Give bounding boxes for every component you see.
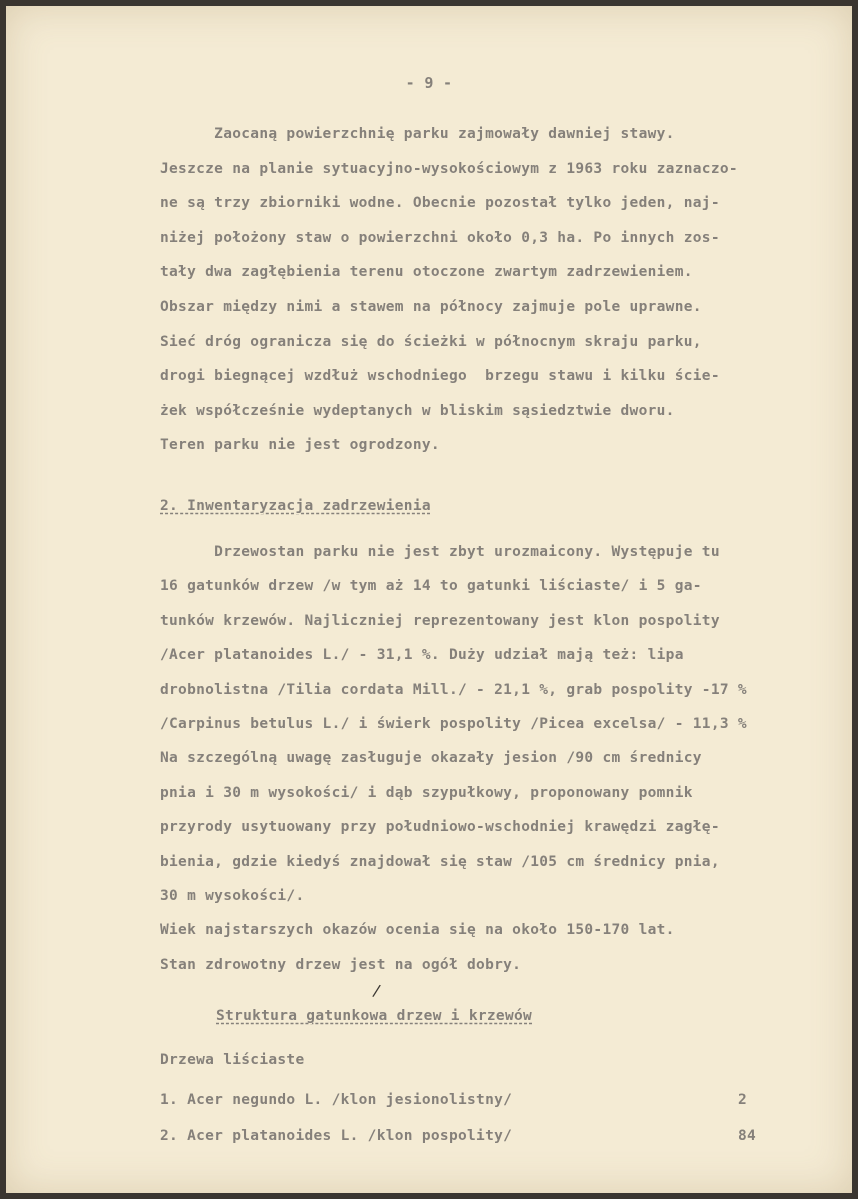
species-item-label: 2. Acer platanoides L. /klon pospolity/ (160, 1128, 513, 1144)
text-line: Sieć dróg ogranicza się do ścieżki w północnym skraju parku, (160, 333, 702, 350)
species-item-label: 1. Acer negundo L. /klon jesionolistny/ (160, 1092, 513, 1108)
document-page (6, 6, 852, 1193)
text-line: Jeszcze na planie sytuacyjno-wysokościowym z 1963 roku zaznaczo- (160, 160, 738, 177)
text-line: drobnolistna /Tilia cordata Mill./ - 21,1 %, grab pospolity -17 % (160, 681, 747, 698)
pen-mark: / (371, 980, 383, 1001)
text-line: 16 gatunków drzew /w tym aż 14 to gatunki liściaste/ i 5 ga- (160, 578, 702, 595)
section-heading-species-structure: Struktura gatunkowa drzew i krzewów (216, 1008, 533, 1024)
text-line: /Acer platanoides L./ - 31,1 %. Duży udział mają też: lipa (160, 647, 684, 664)
species-item-count: 84 (738, 1128, 757, 1144)
subheading-deciduous-trees: Drzewa liściaste (160, 1052, 305, 1068)
section-heading-inventory: 2. Inwentaryzacja zadrzewienia (160, 498, 431, 514)
text-line: /Carpinus betulus L./ i świerk pospolity /Picea excelsa/ - 11,3 % (160, 716, 747, 732)
text-line: Stan zdrowotny drzew jest na ogół dobry. (160, 956, 522, 973)
text-line: bienia, gdzie kiedyś znajdował się staw /105 cm średnicy pnia, (160, 853, 720, 870)
text-line: ne są trzy zbiorniki wodne. Obecnie pozostał tylko jeden, naj- (160, 195, 720, 212)
text-line: pnia i 30 m wysokości/ i dąb szypułkowy, proponowany pomnik (160, 784, 693, 801)
text-line: Teren parku nie jest ogrodzony. (160, 437, 440, 454)
text-line: 30 m wysokości/. (160, 888, 305, 904)
text-line: Na szczególną uwagę zasługuje okazały jesion /90 cm średnicy (160, 750, 702, 767)
page-number: - 9 - (405, 74, 453, 92)
text-line: Wiek najstarszych okazów ocenia się na około 150-170 lat. (160, 922, 675, 939)
text-line: przyrody usytuowany przy południowo-wschodniej krawędzi zagłę- (160, 819, 720, 836)
text-line: Drzewostan parku nie jest zbyt urozmaicony. Występuje tu (160, 544, 720, 560)
species-item-count: 2 (738, 1092, 748, 1108)
text-line: żek współcześnie wydeptanych w bliskim sąsiedztwie dworu. (160, 402, 675, 419)
text-line: tunków krzewów. Najliczniej reprezentowany jest klon pospolity (160, 612, 720, 629)
text-line: Obszar między nimi a stawem na północy zajmuje pole uprawne. (160, 299, 702, 315)
text-line: tały dwa zagłębienia terenu otoczone zwartym zadrzewieniem. (160, 264, 693, 281)
text-line: Zaocaną powierzchnię parku zajmowały dawniej stawy. (160, 126, 675, 142)
text-line: drogi biegnącej wzdłuż wschodniego brzegu stawu i kilku ście- (160, 368, 720, 385)
text-line: niżej położony staw o powierzchni około 0,3 ha. Po innych zos- (160, 229, 720, 246)
